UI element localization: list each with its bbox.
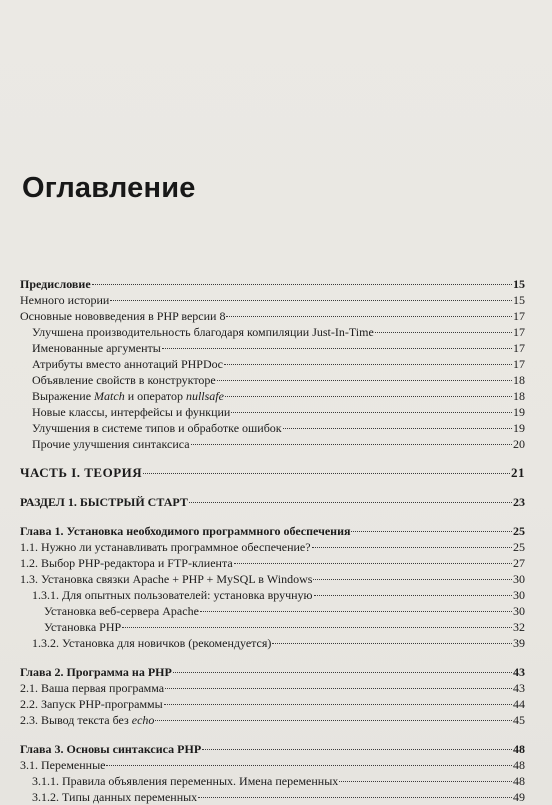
toc-entry-label: Предисловие [20, 277, 91, 291]
toc-page-number: 32 [513, 620, 525, 634]
dot-leader [164, 704, 512, 705]
toc-page-number: 17 [513, 325, 525, 339]
toc-page-number: 43 [513, 665, 525, 679]
dot-leader [234, 563, 512, 564]
toc-page-number: 15 [513, 293, 525, 307]
toc-entry[interactable] [20, 635, 525, 651]
toc-page-number: 48 [513, 742, 525, 756]
toc-entry[interactable] [20, 619, 525, 635]
dot-leader [283, 428, 512, 429]
toc-page-number: 19 [513, 421, 525, 435]
dot-leader [162, 348, 512, 349]
dot-leader [191, 444, 512, 445]
toc-entry-label: Глава 2. Программа на PHP [20, 665, 172, 679]
toc-entry-label: ЧАСТЬ I. ТЕОРИЯ [20, 465, 143, 480]
toc-entry[interactable] [20, 523, 525, 539]
toc-entry-label: Новые классы, интерфейсы и функции [32, 405, 231, 419]
toc-entry-label: Объявление свойств в конструкторе [32, 373, 216, 387]
toc-page-number: 30 [513, 588, 525, 602]
dot-leader [375, 332, 512, 333]
toc-entry[interactable] [20, 324, 525, 340]
toc-page-number: 17 [513, 357, 525, 371]
toc-entry[interactable] [20, 741, 525, 757]
toc-entry[interactable] [20, 664, 525, 680]
toc-page-number: 19 [513, 405, 525, 419]
toc-page-number: 15 [513, 277, 525, 291]
dot-leader [231, 412, 512, 413]
toc-entry-label: Выражение Match и оператор nullsafe [32, 389, 224, 403]
toc-entry[interactable] [20, 757, 525, 773]
toc-entry-label: 3.1.1. Правила объявления переменных. Имена переменных [32, 774, 339, 788]
toc-entry-label: 3.1. Переменные [20, 758, 106, 772]
toc-page-number: 30 [513, 572, 525, 586]
dot-leader [224, 364, 512, 365]
toc-entry-label: Именованные аргументы [32, 341, 161, 355]
toc-entry[interactable] [20, 587, 525, 603]
dot-leader [339, 781, 512, 782]
toc-entry-label: 3.1.2. Типы данных переменных [32, 790, 198, 804]
toc-entry[interactable] [20, 789, 525, 805]
toc-entry[interactable] [20, 465, 525, 481]
toc-page-number: 48 [513, 774, 525, 788]
toc-page-number: 43 [513, 681, 525, 695]
toc-entry-label: 1.3.2. Установка для новичков (рекомендуется) [32, 636, 272, 650]
toc-page-number: 17 [513, 309, 525, 323]
toc-gap [20, 728, 525, 741]
dot-leader [351, 531, 512, 532]
toc-entry-label: Установка веб-сервера Apache [44, 604, 199, 618]
toc-entry-label: Глава 3. Основы синтаксиса PHP [20, 742, 202, 756]
toc-entry-label: Установка PHP [44, 620, 122, 634]
toc-entry[interactable] [20, 773, 525, 789]
toc-entry[interactable] [20, 340, 525, 356]
toc-entry[interactable] [20, 388, 525, 404]
toc-entry-label: Немного истории [20, 293, 110, 307]
toc-page-number: 45 [513, 713, 525, 727]
dot-leader [198, 797, 512, 798]
toc-entry-label: Улучшения в системе типов и обработке ошибок [32, 421, 282, 435]
toc-page-number: 18 [513, 389, 525, 403]
toc-entry[interactable] [20, 603, 525, 619]
toc-gap [20, 452, 525, 465]
dot-leader [165, 688, 512, 689]
toc-entry[interactable] [20, 420, 525, 436]
toc-gap [20, 510, 525, 523]
dot-leader [202, 749, 512, 750]
toc-entry[interactable] [20, 276, 525, 292]
toc-entry[interactable] [20, 356, 525, 372]
dot-leader [106, 765, 512, 766]
toc-entry-label: 2.1. Ваша первая программа [20, 681, 165, 695]
toc-page-number: 25 [513, 524, 525, 538]
toc-entry[interactable] [20, 712, 525, 728]
toc-entry[interactable] [20, 571, 525, 587]
toc-gap [20, 481, 525, 494]
toc-page-number: 48 [513, 758, 525, 772]
toc-page-number: 20 [513, 437, 525, 451]
dot-leader [155, 720, 512, 721]
dot-leader [313, 579, 512, 580]
dot-leader [110, 300, 512, 301]
toc-page-number: 18 [513, 373, 525, 387]
toc-entry-label: Прочие улучшения синтаксиса [32, 437, 190, 451]
toc-entry[interactable] [20, 372, 525, 388]
toc-entry-label: 1.3. Установка связки Apache + PHP + MySQL в Windows [20, 572, 313, 586]
table-of-contents [20, 276, 525, 805]
toc-entry-label: 1.2. Выбор PHP-редактора и FTP-клиента [20, 556, 233, 570]
toc-page-number: 25 [513, 540, 525, 554]
toc-entry[interactable] [20, 436, 525, 452]
dot-leader [143, 473, 510, 474]
toc-page-number: 17 [513, 341, 525, 355]
toc-entry-label: Глава 1. Установка необходимого программного обеспечения [20, 524, 351, 538]
dot-leader [314, 595, 512, 596]
toc-gap [20, 651, 525, 664]
toc-entry[interactable] [20, 494, 525, 510]
dot-leader [217, 380, 512, 381]
toc-page-number: 23 [513, 495, 525, 509]
toc-entry[interactable] [20, 404, 525, 420]
toc-entry[interactable] [20, 539, 525, 555]
toc-entry-label: 1.3.1. Для опытных пользователей: установка вручную [32, 588, 313, 602]
toc-entry[interactable] [20, 308, 525, 324]
toc-entry-label: 2.3. Вывод текста без echo [20, 713, 155, 727]
toc-entry[interactable] [20, 680, 525, 696]
dot-leader [312, 547, 512, 548]
dot-leader [92, 284, 512, 285]
toc-entry-label: Атрибуты вместо аннотаций PHPDoc [32, 357, 223, 371]
toc-page-number: 39 [513, 636, 525, 650]
dot-leader [272, 643, 512, 644]
dot-leader [189, 502, 512, 503]
toc-entry-label: 2.2. Запуск PHP-программы [20, 697, 163, 711]
toc-entry-label: Улучшена производительность благодаря компиляции Just-In-Time [32, 325, 374, 339]
toc-entry-label: РАЗДЕЛ 1. БЫСТРЫЙ СТАРТ [20, 495, 188, 509]
toc-page-number: 27 [513, 556, 525, 570]
toc-entry-label: 1.1. Нужно ли устанавливать программное обеспечение? [20, 540, 311, 554]
toc-entry[interactable] [20, 292, 525, 308]
toc-entry[interactable] [20, 696, 525, 712]
dot-leader [200, 611, 512, 612]
dot-leader [173, 672, 512, 673]
toc-page-number: 30 [513, 604, 525, 618]
toc-entry-label: Основные нововведения в PHP версии 8 [20, 309, 226, 323]
toc-entry[interactable] [20, 555, 525, 571]
dot-leader [225, 396, 512, 397]
toc-page-number: 44 [513, 697, 525, 711]
dot-leader [226, 316, 512, 317]
dot-leader [122, 627, 512, 628]
page-title: Оглавление [22, 172, 196, 204]
toc-page-number: 21 [511, 465, 525, 480]
toc-page-number: 49 [513, 790, 525, 804]
